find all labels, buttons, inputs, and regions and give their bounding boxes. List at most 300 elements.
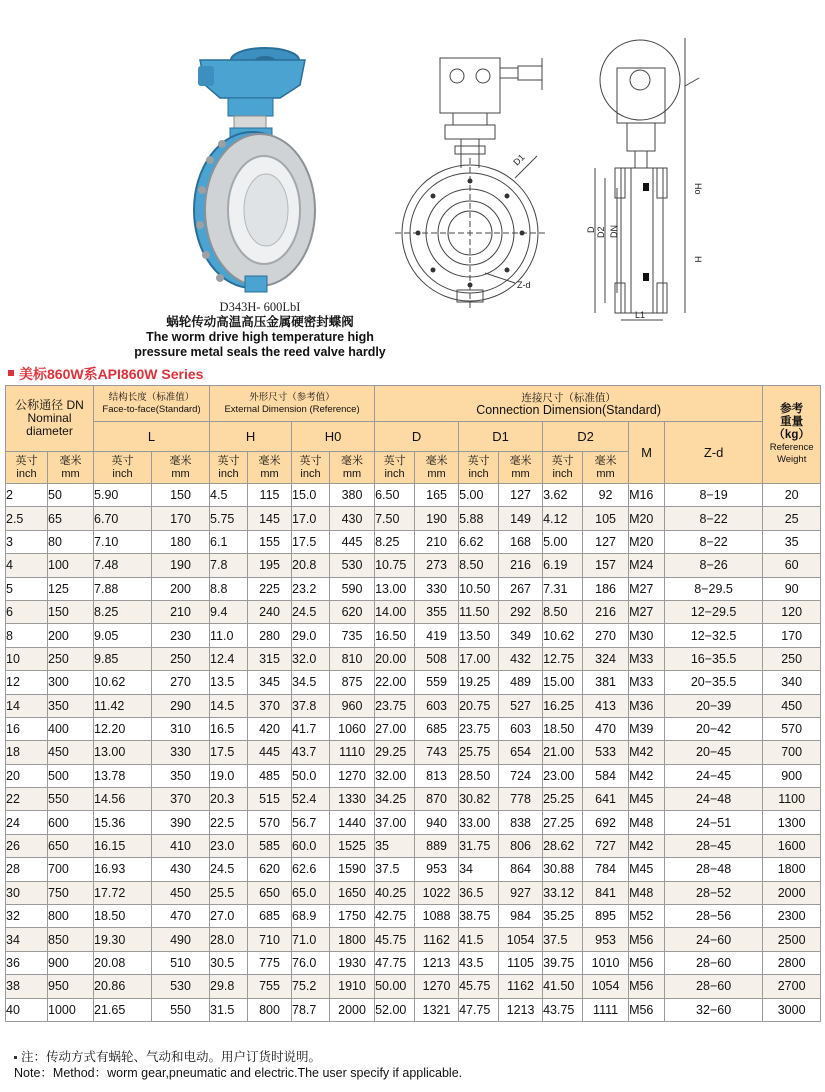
- table-cell: 12.4: [210, 647, 248, 670]
- table-cell: 24.5: [210, 858, 248, 881]
- table-cell: 20.75: [459, 694, 499, 717]
- table-cell: 2000: [330, 998, 375, 1021]
- table-cell: 41.7: [292, 717, 330, 740]
- table-cell: 150: [152, 484, 210, 507]
- table-cell: 700: [763, 741, 821, 764]
- table-cell: 355: [415, 600, 459, 623]
- unit-inch: 英寸 inch: [459, 452, 499, 484]
- spec-table: [5, 385, 821, 1022]
- table-cell: M20: [629, 530, 665, 553]
- table-cell: 1910: [330, 975, 375, 998]
- table-cell: 290: [152, 694, 210, 717]
- table-cell: 813: [415, 764, 459, 787]
- table-cell: 43.5: [459, 951, 499, 974]
- table-cell: 315: [248, 647, 292, 670]
- table-cell: 42.75: [375, 905, 415, 928]
- table-cell: 900: [763, 764, 821, 787]
- table-cell: 38: [6, 975, 48, 998]
- table-cell: 1111: [583, 998, 629, 1021]
- table-cell: 15.00: [543, 671, 583, 694]
- table-cell: 9.85: [94, 647, 152, 670]
- table-cell: 65: [48, 507, 94, 530]
- table-cell: 5.00: [543, 530, 583, 553]
- table-cell: M33: [629, 647, 665, 670]
- caption-cn: 蜗轮传动高温高压金属硬密封蝶阀: [166, 315, 354, 329]
- table-cell: 806: [499, 834, 543, 857]
- table-cell: 150: [48, 600, 94, 623]
- table-cell: 36: [6, 951, 48, 974]
- table-cell: 527: [499, 694, 543, 717]
- table-cell: M48: [629, 811, 665, 834]
- table-cell: 550: [48, 788, 94, 811]
- table-cell: 23.00: [543, 764, 583, 787]
- table-cell: 4.5: [210, 484, 248, 507]
- table-cell: 37.5: [543, 928, 583, 951]
- table-cell: 350: [152, 764, 210, 787]
- table-cell: 35: [763, 530, 821, 553]
- table-cell: 6.1: [210, 530, 248, 553]
- table-cell: 940: [415, 811, 459, 834]
- table-row: [6, 834, 821, 857]
- table-cell: 52.4: [292, 788, 330, 811]
- table-cell: 6.70: [94, 507, 152, 530]
- table-cell: 35.25: [543, 905, 583, 928]
- unit-inch: 英寸 inch: [292, 452, 330, 484]
- series-title-text: 美标860W系API860W Series: [19, 366, 204, 382]
- table-cell: 1930: [330, 951, 375, 974]
- table-cell: 17.0: [292, 507, 330, 530]
- table-cell: 8−22: [665, 507, 763, 530]
- table-cell: 18.50: [543, 717, 583, 740]
- header-face-to-face: 结构长度（标准值） Face-to-face(Standard): [94, 386, 210, 422]
- table-cell: 1590: [330, 858, 375, 881]
- table-cell: 36.5: [459, 881, 499, 904]
- table-cell: 30: [6, 881, 48, 904]
- table-cell: 273: [415, 554, 459, 577]
- table-cell: 6: [6, 600, 48, 623]
- table-cell: 100: [48, 554, 94, 577]
- table-cell: 33.00: [459, 811, 499, 834]
- table-cell: 37.00: [375, 811, 415, 834]
- table-cell: 10: [6, 647, 48, 670]
- table-cell: 340: [763, 671, 821, 694]
- table-cell: 508: [415, 647, 459, 670]
- table-cell: 7.48: [94, 554, 152, 577]
- table-cell: 23.75: [459, 717, 499, 740]
- table-cell: 28.62: [543, 834, 583, 857]
- table-cell: 267: [499, 577, 543, 600]
- table-cell: 186: [583, 577, 629, 600]
- table-cell: 685: [248, 905, 292, 928]
- table-cell: 1000: [48, 998, 94, 1021]
- table-cell: 16.93: [94, 858, 152, 881]
- table-cell: 349: [499, 624, 543, 647]
- table-cell: 430: [152, 858, 210, 881]
- table-cell: 165: [415, 484, 459, 507]
- table-cell: M56: [629, 998, 665, 1021]
- table-cell: 38.75: [459, 905, 499, 928]
- table-cell: 775: [248, 951, 292, 974]
- table-row: [6, 717, 821, 740]
- table-cell: 28−48: [665, 858, 763, 881]
- table-cell: 590: [330, 577, 375, 600]
- table-cell: 24−60: [665, 928, 763, 951]
- table-cell: 864: [499, 858, 543, 881]
- table-cell: 225: [248, 577, 292, 600]
- table-cell: 324: [583, 647, 629, 670]
- table-cell: 25.75: [459, 741, 499, 764]
- table-cell: 724: [499, 764, 543, 787]
- table-cell: 22.5: [210, 811, 248, 834]
- table-cell: 2: [6, 484, 48, 507]
- table-cell: 56.7: [292, 811, 330, 834]
- table-cell: M27: [629, 600, 665, 623]
- table-cell: 29.25: [375, 741, 415, 764]
- table-cell: 838: [499, 811, 543, 834]
- table-cell: 10.62: [94, 671, 152, 694]
- table-cell: 1162: [499, 975, 543, 998]
- table-cell: 430: [330, 507, 375, 530]
- table-cell: 11.50: [459, 600, 499, 623]
- table-cell: 9.05: [94, 624, 152, 647]
- table-cell: 30.82: [459, 788, 499, 811]
- table-cell: 32: [6, 905, 48, 928]
- table-cell: 8.25: [94, 600, 152, 623]
- table-cell: 559: [415, 671, 459, 694]
- table-row: [6, 554, 821, 577]
- table-cell: M45: [629, 858, 665, 881]
- bullet-square-icon: [8, 370, 14, 376]
- table-cell: 410: [152, 834, 210, 857]
- table-cell: 170: [152, 507, 210, 530]
- table-cell: 28−45: [665, 834, 763, 857]
- table-cell: 25: [763, 507, 821, 530]
- table-cell: 12−29.5: [665, 600, 763, 623]
- table-cell: 300: [48, 671, 94, 694]
- table-cell: 450: [48, 741, 94, 764]
- table-cell: 13.5: [210, 671, 248, 694]
- table-row: [6, 600, 821, 623]
- table-cell: 43.75: [543, 998, 583, 1021]
- table-cell: 80: [48, 530, 94, 553]
- table-cell: 1440: [330, 811, 375, 834]
- table-cell: 157: [583, 554, 629, 577]
- table-cell: 2500: [763, 928, 821, 951]
- table-cell: 8−26: [665, 554, 763, 577]
- table-cell: 6.62: [459, 530, 499, 553]
- table-cell: 1213: [499, 998, 543, 1021]
- table-cell: 14.5: [210, 694, 248, 717]
- unit-mm: 毫米 mm: [48, 452, 94, 484]
- unit-inch: 英寸 inch: [375, 452, 415, 484]
- table-cell: 27.00: [375, 717, 415, 740]
- table-cell: 1110: [330, 741, 375, 764]
- table-cell: 470: [583, 717, 629, 740]
- table-cell: 1321: [415, 998, 459, 1021]
- table-cell: 420: [248, 717, 292, 740]
- table-row: [6, 788, 821, 811]
- table-cell: 1650: [330, 881, 375, 904]
- table-cell: 641: [583, 788, 629, 811]
- table-cell: 330: [415, 577, 459, 600]
- table-cell: 47.75: [459, 998, 499, 1021]
- table-cell: 600: [48, 811, 94, 834]
- table-cell: 28−52: [665, 881, 763, 904]
- table-cell: 1330: [330, 788, 375, 811]
- table-cell: 62.6: [292, 858, 330, 881]
- table-cell: 8.25: [375, 530, 415, 553]
- header-h0: H0: [292, 422, 375, 452]
- table-cell: 105: [583, 507, 629, 530]
- table-cell: 3.62: [543, 484, 583, 507]
- table-cell: 16: [6, 717, 48, 740]
- table-cell: 240: [248, 600, 292, 623]
- table-cell: 370: [248, 694, 292, 717]
- table-cell: 489: [499, 671, 543, 694]
- table-cell: 29.0: [292, 624, 330, 647]
- note-cn: 注：传动方式有蜗轮、气动和电动。用户订货时说明。: [21, 1050, 322, 1064]
- bullet-dot-icon: [14, 1056, 17, 1059]
- table-cell: 350: [48, 694, 94, 717]
- table-cell: 1162: [415, 928, 459, 951]
- table-cell: 7.8: [210, 554, 248, 577]
- table-cell: 17.5: [210, 741, 248, 764]
- table-cell: 292: [499, 600, 543, 623]
- table-cell: 6.50: [375, 484, 415, 507]
- table-cell: 168: [499, 530, 543, 553]
- table-cell: 710: [248, 928, 292, 951]
- table-cell: 127: [583, 530, 629, 553]
- table-cell: 7.31: [543, 577, 583, 600]
- table-cell: 28−60: [665, 951, 763, 974]
- table-cell: 345: [248, 671, 292, 694]
- table-cell: 30.5: [210, 951, 248, 974]
- header-dn: 公称通径 DN Nominal diameter: [6, 386, 94, 452]
- table-cell: 895: [583, 905, 629, 928]
- table-row: [6, 484, 821, 507]
- table-cell: 12−32.5: [665, 624, 763, 647]
- table-row: [6, 577, 821, 600]
- table-cell: 34.25: [375, 788, 415, 811]
- table-cell: 28.0: [210, 928, 248, 951]
- table-row: [6, 507, 821, 530]
- table-cell: 413: [583, 694, 629, 717]
- table-cell: 41.50: [543, 975, 583, 998]
- table-cell: 1060: [330, 717, 375, 740]
- technical-drawings: [395, 28, 735, 328]
- table-row: [6, 624, 821, 647]
- table-cell: 5.75: [210, 507, 248, 530]
- table-cell: 33.12: [543, 881, 583, 904]
- table-cell: 889: [415, 834, 459, 857]
- table-cell: 2000: [763, 881, 821, 904]
- table-cell: M39: [629, 717, 665, 740]
- table-cell: 20−42: [665, 717, 763, 740]
- table-cell: 570: [763, 717, 821, 740]
- table-cell: 200: [152, 577, 210, 600]
- table-cell: 432: [499, 647, 543, 670]
- table-cell: 21.00: [543, 741, 583, 764]
- table-cell: 5: [6, 577, 48, 600]
- table-cell: 17.72: [94, 881, 152, 904]
- table-cell: 310: [152, 717, 210, 740]
- table-cell: 27.25: [543, 811, 583, 834]
- table-cell: 22: [6, 788, 48, 811]
- table-cell: 450: [152, 881, 210, 904]
- table-cell: 1054: [499, 928, 543, 951]
- table-cell: 10.50: [459, 577, 499, 600]
- unit-mm: 毫米 mm: [248, 452, 292, 484]
- table-cell: 270: [152, 671, 210, 694]
- table-cell: 125: [48, 577, 94, 600]
- table-cell: 270: [583, 624, 629, 647]
- table-cell: 778: [499, 788, 543, 811]
- table-cell: 530: [330, 554, 375, 577]
- table-cell: 34.5: [292, 671, 330, 694]
- spec-table-body: [6, 484, 821, 1022]
- table-cell: 30.88: [543, 858, 583, 881]
- table-cell: M42: [629, 834, 665, 857]
- table-cell: 950: [48, 975, 94, 998]
- table-cell: 20.08: [94, 951, 152, 974]
- table-cell: 620: [248, 858, 292, 881]
- table-cell: 190: [152, 554, 210, 577]
- table-cell: 27.0: [210, 905, 248, 928]
- table-cell: 685: [415, 717, 459, 740]
- table-cell: 120: [763, 600, 821, 623]
- table-cell: 390: [152, 811, 210, 834]
- header-h: H: [210, 422, 292, 452]
- table-cell: 14: [6, 694, 48, 717]
- table-cell: 603: [415, 694, 459, 717]
- header-d2: D2: [543, 422, 629, 452]
- table-cell: 24.5: [292, 600, 330, 623]
- table-cell: 11.0: [210, 624, 248, 647]
- table-cell: 29.8: [210, 975, 248, 998]
- table-cell: 52.00: [375, 998, 415, 1021]
- table-cell: 8−29.5: [665, 577, 763, 600]
- table-row: [6, 530, 821, 553]
- table-cell: 515: [248, 788, 292, 811]
- table-cell: 800: [48, 905, 94, 928]
- table-cell: 60: [763, 554, 821, 577]
- table-cell: 22.00: [375, 671, 415, 694]
- label-h: H: [693, 256, 703, 263]
- table-cell: 39.75: [543, 951, 583, 974]
- table-cell: 180: [152, 530, 210, 553]
- table-cell: 35: [375, 834, 415, 857]
- table-cell: 32.00: [375, 764, 415, 787]
- table-cell: 450: [763, 694, 821, 717]
- header-zd: Z-d: [665, 422, 763, 484]
- table-cell: 2700: [763, 975, 821, 998]
- table-cell: 250: [152, 647, 210, 670]
- label-ho: Ho: [693, 183, 703, 195]
- table-cell: 4: [6, 554, 48, 577]
- unit-mm: 毫米 mm: [499, 452, 543, 484]
- table-cell: 78.7: [292, 998, 330, 1021]
- label-d: D: [586, 226, 596, 233]
- table-cell: 5.00: [459, 484, 499, 507]
- series-title: [8, 364, 203, 384]
- table-cell: 190: [415, 507, 459, 530]
- table-cell: 75.2: [292, 975, 330, 998]
- table-cell: 784: [583, 858, 629, 881]
- table-cell: 530: [152, 975, 210, 998]
- table-cell: 23.0: [210, 834, 248, 857]
- table-cell: 2800: [763, 951, 821, 974]
- table-cell: 115: [248, 484, 292, 507]
- table-row: [6, 811, 821, 834]
- table-cell: 1213: [415, 951, 459, 974]
- table-cell: 11.42: [94, 694, 152, 717]
- table-cell: 13.00: [94, 741, 152, 764]
- table-cell: 445: [330, 530, 375, 553]
- table-cell: 149: [499, 507, 543, 530]
- table-cell: 14.00: [375, 600, 415, 623]
- table-cell: 735: [330, 624, 375, 647]
- valve-photo: [160, 40, 335, 300]
- table-cell: 71.0: [292, 928, 330, 951]
- caption-en-line2: pressure metal seals the reed valve hardly: [134, 345, 386, 359]
- table-cell: 4.12: [543, 507, 583, 530]
- table-cell: 3000: [763, 998, 821, 1021]
- table-cell: 700: [48, 858, 94, 881]
- table-cell: 13.50: [459, 624, 499, 647]
- table-cell: 1022: [415, 881, 459, 904]
- unit-mm: 毫米 mm: [415, 452, 459, 484]
- table-cell: 727: [583, 834, 629, 857]
- table-row: [6, 905, 821, 928]
- table-cell: 800: [248, 998, 292, 1021]
- table-cell: 20.3: [210, 788, 248, 811]
- table-cell: 250: [763, 647, 821, 670]
- table-cell: 20−45: [665, 741, 763, 764]
- table-cell: 60.0: [292, 834, 330, 857]
- table-cell: 960: [330, 694, 375, 717]
- table-cell: 15.36: [94, 811, 152, 834]
- table-cell: 17.5: [292, 530, 330, 553]
- table-cell: 155: [248, 530, 292, 553]
- table-cell: 34: [459, 858, 499, 881]
- table-cell: 1270: [330, 764, 375, 787]
- table-cell: 195: [248, 554, 292, 577]
- table-cell: 485: [248, 764, 292, 787]
- table-cell: 20: [6, 764, 48, 787]
- table-cell: M33: [629, 671, 665, 694]
- table-cell: 13.78: [94, 764, 152, 787]
- table-cell: 750: [48, 881, 94, 904]
- table-cell: 1600: [763, 834, 821, 857]
- table-cell: 1010: [583, 951, 629, 974]
- table-cell: 18.50: [94, 905, 152, 928]
- table-cell: 170: [763, 624, 821, 647]
- table-cell: 32−60: [665, 998, 763, 1021]
- table-cell: 76.0: [292, 951, 330, 974]
- table-cell: 16−35.5: [665, 647, 763, 670]
- table-cell: 875: [330, 671, 375, 694]
- table-cell: 31.5: [210, 998, 248, 1021]
- note-en: Note：Method：worm gear,pneumatic and electric.The user specify if applicable.: [14, 1066, 463, 1080]
- table-row: [6, 975, 821, 998]
- table-cell: 12.20: [94, 717, 152, 740]
- table-cell: 230: [152, 624, 210, 647]
- table-cell: M45: [629, 788, 665, 811]
- table-cell: 3: [6, 530, 48, 553]
- table-cell: 145: [248, 507, 292, 530]
- table-cell: 13.00: [375, 577, 415, 600]
- table-row: [6, 671, 821, 694]
